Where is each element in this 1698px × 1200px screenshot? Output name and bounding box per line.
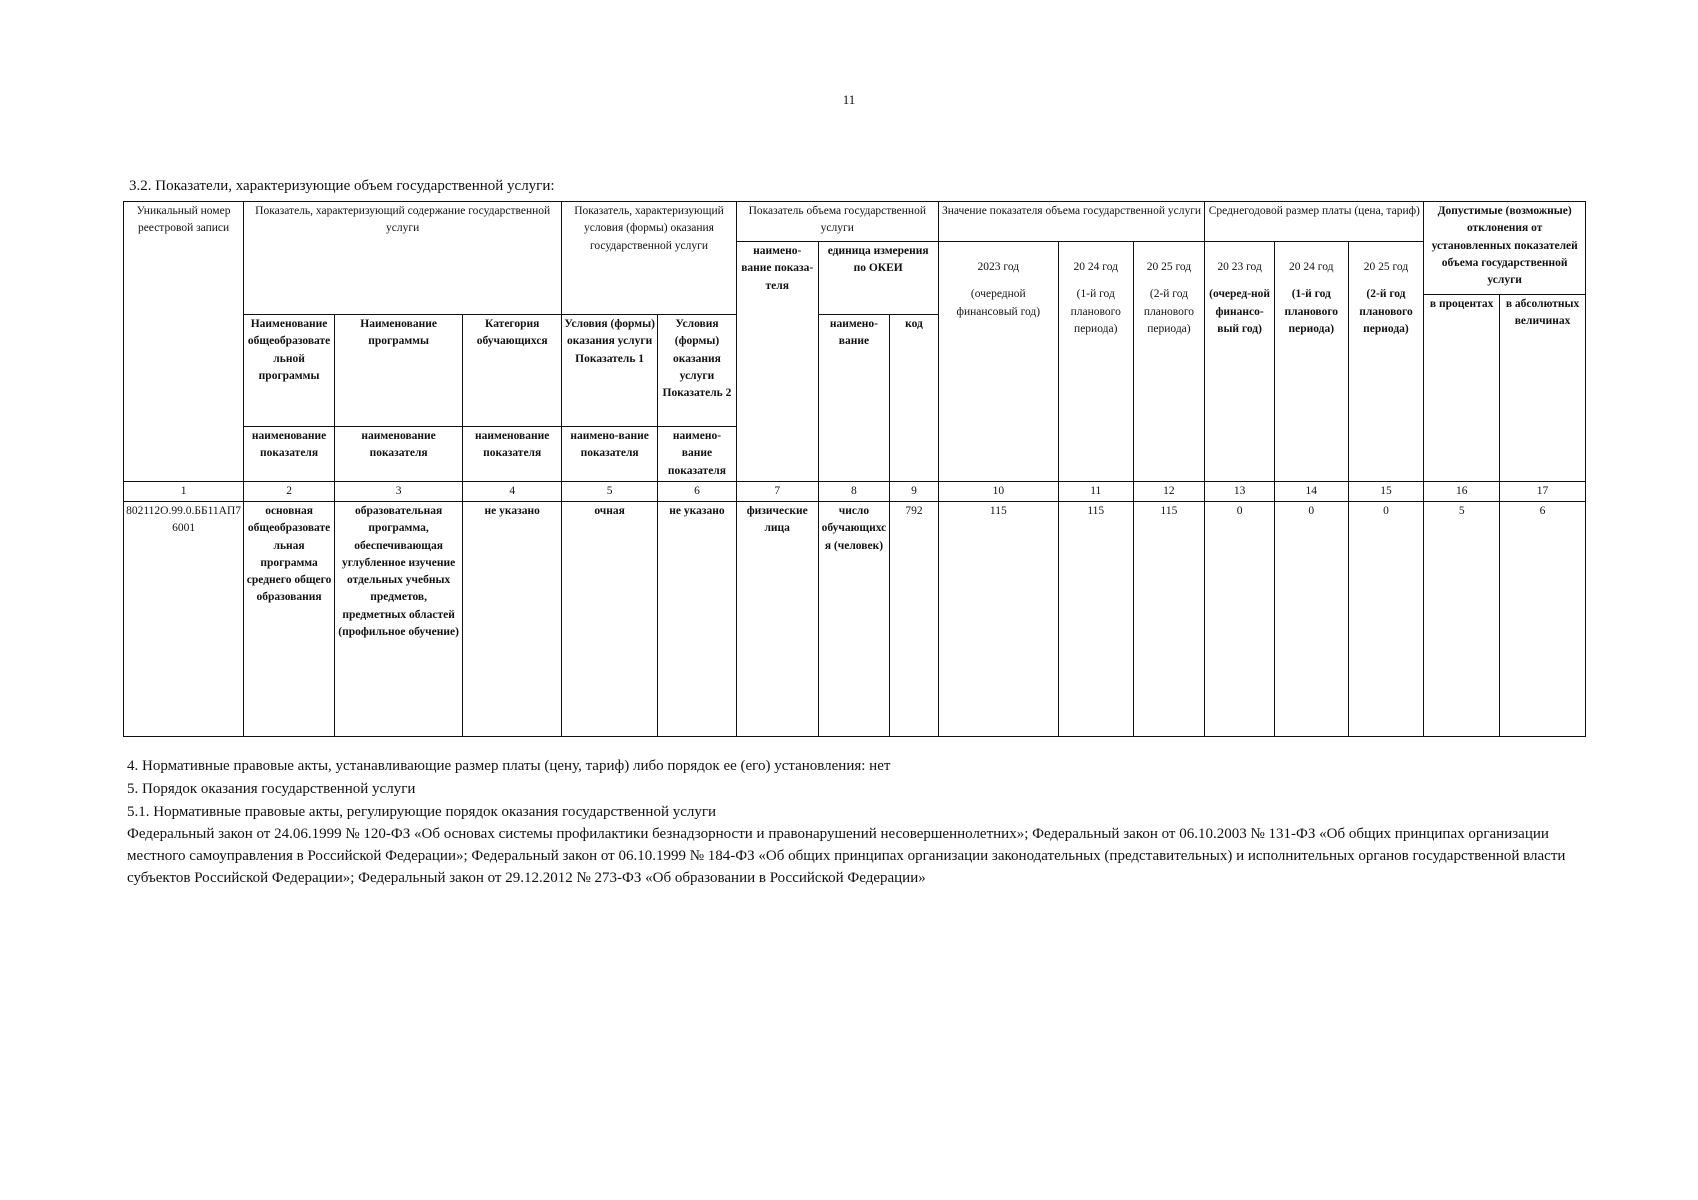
cell-unit-name: число обучающихся (человек) — [818, 502, 890, 737]
cell-dev-absolute: 6 — [1500, 502, 1586, 737]
header-unit-name: наимено-вание — [818, 315, 890, 482]
notes-section — [127, 756, 1567, 891]
note-service-order: 5. Порядок оказания государственной услуги — [127, 780, 416, 797]
column-number: 11 — [1058, 481, 1133, 501]
header-deviations: Допустимые (возможные) отклонения от установленных показателей объема государственной услуги — [1424, 202, 1586, 295]
header-ind-name-5: наимено-вание показателя — [658, 427, 737, 482]
cell-value-2023: 115 — [938, 502, 1058, 737]
header-unique-number: Уникальный номер реестровой записи — [124, 202, 244, 482]
cell-cond2: не указано — [658, 502, 737, 737]
header-volume-indicator: Показатель объема государственной услуги — [736, 202, 938, 242]
cell-registry-number: 802112О.99.0.ББ11АП76001 — [124, 502, 244, 737]
year-2025-label: 20 25 год — [1146, 261, 1192, 273]
header-unit-code: код — [890, 315, 938, 482]
column-number: 14 — [1274, 481, 1348, 501]
header-fee-2024 — [1274, 242, 1348, 482]
fee-2024-note: (1-й год планового периода) — [1284, 288, 1339, 335]
header-ind-name-1: наименование показателя — [244, 427, 335, 482]
year-2024-label: 20 24 год — [1073, 261, 1118, 273]
column-number: 5 — [562, 481, 658, 501]
note-fee-acts: 4. Нормативные правовые акты, устанавливающие размер платы (цену, тариф) либо порядок ее (его) установления: нет — [127, 758, 891, 774]
header-year-2024 — [1058, 242, 1133, 482]
header-year-2023 — [938, 242, 1058, 482]
column-number: 10 — [938, 481, 1058, 501]
header-fee-2025 — [1348, 242, 1424, 482]
fee-2025-label: 20 25 год — [1363, 261, 1409, 273]
cell-dev-percent: 5 — [1424, 502, 1500, 737]
header-cond2: Условия (формы) оказания услуги Показатель 2 — [658, 315, 737, 427]
column-number: 17 — [1500, 481, 1586, 501]
header-year-2025 — [1133, 242, 1205, 482]
fee-2025-note: (2-й год планового периода) — [1359, 288, 1413, 335]
column-number: 7 — [736, 481, 818, 501]
cell-indicator: физические лица — [736, 502, 818, 737]
header-program: Наименование программы — [335, 315, 463, 427]
cell-fee-2023: 0 — [1205, 502, 1275, 737]
column-number: 2 — [244, 481, 335, 501]
header-conditions-indicator: Показатель, характеризующий условия (формы) оказания государственной услуги — [562, 202, 737, 315]
fee-2023-label: 20 23 год — [1217, 261, 1262, 273]
cell-fee-2024: 0 — [1274, 502, 1348, 737]
page-number: 11 — [842, 92, 856, 107]
cell-category: не указано — [463, 502, 562, 737]
header-ind-name-4: наимено-вание показателя — [562, 427, 658, 482]
year-2023-note: (очередной финансовый год) — [956, 288, 1041, 318]
section-title: 3.2. Показатели, характеризующие объем государственной услуги: — [129, 178, 555, 194]
column-number: 8 — [818, 481, 890, 501]
column-number: 4 — [463, 481, 562, 501]
cell-value-2024: 115 — [1058, 502, 1133, 737]
column-number: 16 — [1424, 481, 1500, 501]
header-in-absolute: в абсолютных величинах — [1500, 295, 1586, 482]
cell-fee-2025: 0 — [1348, 502, 1424, 737]
fee-2023-note: (очеред-ной финансо-вый год) — [1209, 288, 1271, 335]
cell-program: образовательная программа, обеспечивающая углубленное изучение отдельных учебных предметов, предметных областей (профильное обучение) — [335, 502, 463, 737]
header-indicator-name: наимено-вание показа-теля — [736, 242, 818, 482]
header-avg-fee: Среднегодовой размер платы (цена, тариф) — [1205, 202, 1424, 242]
column-number: 1 — [124, 481, 244, 501]
header-fee-2023 — [1205, 242, 1275, 482]
cell-value-2025: 115 — [1133, 502, 1205, 737]
column-number: 9 — [890, 481, 938, 501]
header-ind-name-2: наименование показателя — [335, 427, 463, 482]
header-content-indicator: Показатель, характеризующий содержание государственной услуги — [244, 202, 562, 315]
header-ind-name-3: наименование показателя — [463, 427, 562, 482]
column-number: 3 — [335, 481, 463, 501]
column-number: 15 — [1348, 481, 1424, 501]
cell-cond1: очная — [562, 502, 658, 737]
table-row — [124, 502, 1586, 737]
volume-indicators-table — [123, 201, 1586, 737]
year-2023-label: 2023 год — [977, 261, 1020, 273]
year-2024-note: (1-й год планового периода) — [1070, 288, 1121, 335]
header-unit-okei: единица измерения по ОКЕИ — [818, 242, 938, 315]
header-volume-value: Значение показателя объема государственной услуги — [938, 202, 1205, 242]
year-2025-note: (2-й год планового периода) — [1143, 288, 1195, 335]
fee-2024-label: 20 24 год — [1289, 261, 1334, 273]
header-category: Категория обучающихся — [463, 315, 562, 427]
column-number: 6 — [658, 481, 737, 501]
cell-program-name: основная общеобразовательная программа среднего общего образования — [244, 502, 335, 737]
cell-unit-code: 792 — [890, 502, 938, 737]
header-cond1: Условия (формы) оказания услуги Показатель 1 — [562, 315, 658, 427]
column-number: 12 — [1133, 481, 1205, 501]
note-law-list: Федеральный закон от 24.06.1999 № 120-ФЗ «Об основах системы профилактики безнадзорности и правонарушений несовершеннолетних»; Федеральный закон от 06.10.2003 № 131-ФЗ «Об общих принципах организации местного самоуправления в Российской Федерации»; Федеральный закон от 06.10.1999 № 184-ФЗ «Об общих принципах организации законодательных (представительных) и исполнительных органов государственной власти субъектов Российской Федерации»; Федеральный закон от 29.12.2012 № 273-ФЗ «Об образовании в Российской Федерации» — [127, 826, 1566, 886]
column-number: 13 — [1205, 481, 1275, 501]
header-program-name: Наименование общеобразовательной программы — [244, 315, 335, 427]
header-in-percent: в процентах — [1424, 295, 1500, 482]
note-regulating-acts: 5.1. Нормативные правовые акты, регулирующие порядок оказания государственной услуги — [127, 803, 717, 820]
